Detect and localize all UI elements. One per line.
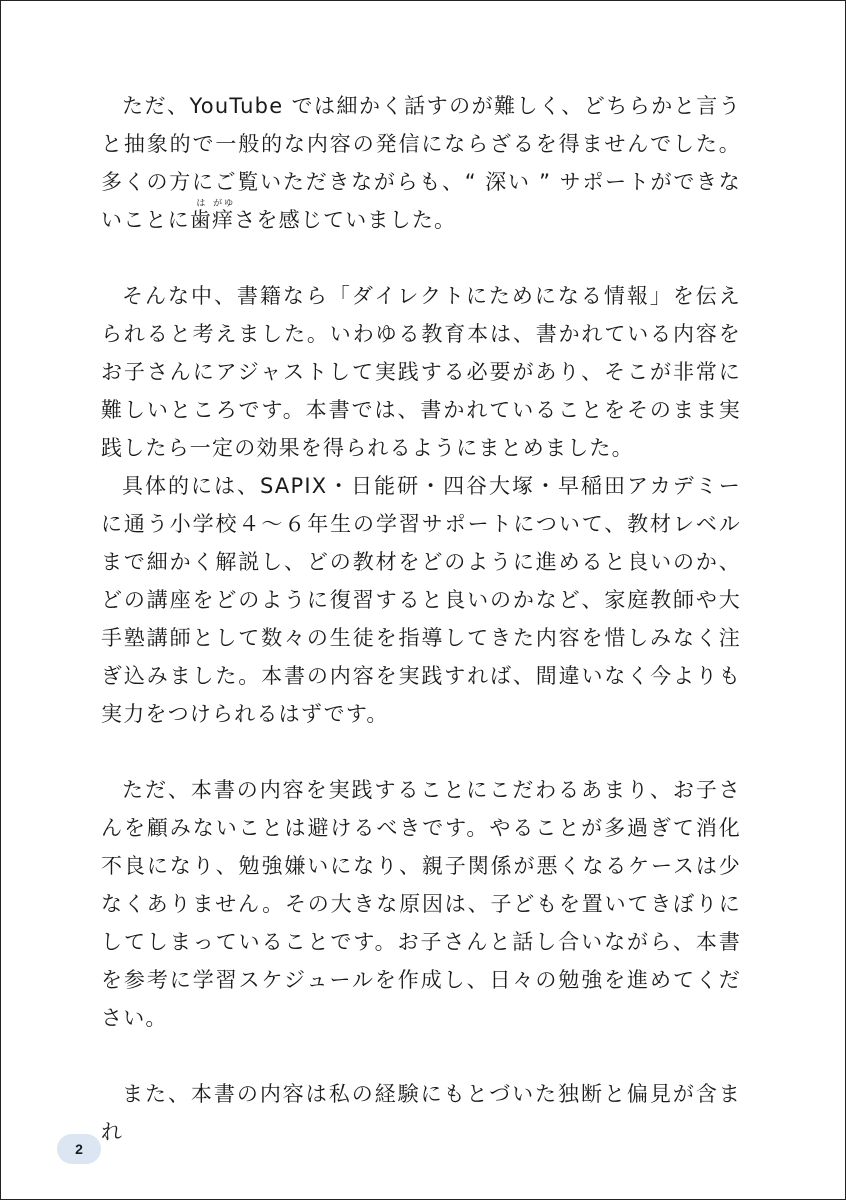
paragraph-caution: ただ、本書の内容を実践することにこだわるあまり、お子さんを顧みないことは避けるべきです。やることが多過ぎて消化不良になり、勉強嫌いになり、親子関係が悪くなるケースは少なくありません。その大きな原因は、子どもを置いてきぼりにしてしまっていることです。お子さんと話し合いながら、本書を参考に学習スケジュールを作成し、日々の勉強を進めてください。 (101, 778, 741, 1030)
paragraph-youtube-end: さを感じていました。 (234, 208, 457, 232)
furigana-gayu-reading: がゆ (212, 199, 235, 209)
furigana-ha-reading: は (189, 199, 213, 209)
paragraph-disclaimer: また、本書の内容は私の経験にもとづいた独断と偏見が含まれ (101, 1082, 741, 1144)
furigana-ha (189, 199, 213, 232)
page-number: 2 (57, 1134, 101, 1164)
paragraph-details: 具体的には、SAPIX・日能研・四谷大塚・早稲田アカデミーに通う小学校４～６年生の学習サポートについて、教材レベルまで細かく解説し、どの教材をどのように進めると良いのか、どの講座をどのように復習すると良いのかなど、家庭教師や大手塾講師として数々の生徒を指導してきた内容を惜しみなく注ぎ込みました。本書の内容を実践すれば、間違いなく今よりも実力をつけられるはずです。 (101, 474, 741, 726)
furigana-gayu-base: 痒 (212, 208, 235, 232)
furigana-ha-base: 歯 (189, 208, 213, 232)
paragraph-youtube-text: ただ、YouTube では細かく話すのが難しく、どちらかと言うと抽象的で一般的な内容の発信にならざるを得ませんでした。多くの方にご覧いただきながらも、“ 深い ” サポートができないことに (101, 94, 741, 232)
paragraph-book-purpose: そんな中、書籍なら「ダイレクトにためになる情報」を伝えられると考えました。いわゆる教育本は、書かれている内容をお子さんにアジャストして実践する必要があり、そこが非常に難しいところです。本書では、書かれていることをそのまま実践したら一定の効果を得られるようにまとめました。 (101, 284, 741, 460)
paragraph-youtube (101, 87, 741, 239)
furigana-gayu (212, 199, 235, 232)
body-text (101, 87, 741, 1151)
